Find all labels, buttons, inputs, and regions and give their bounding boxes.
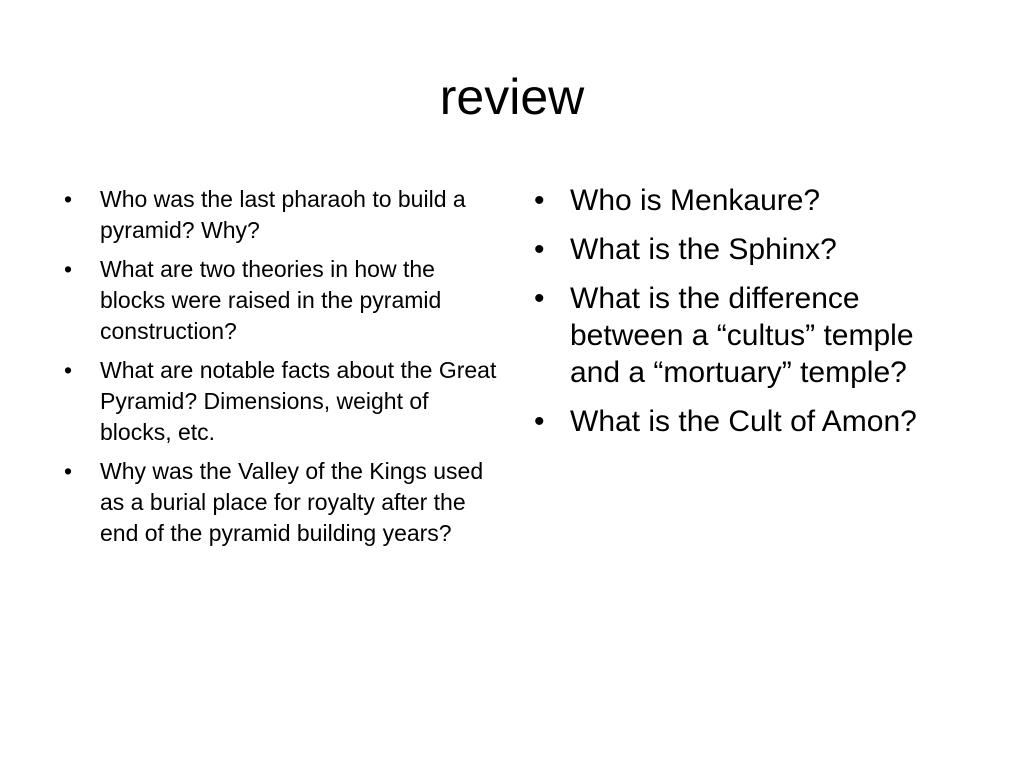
bullet-icon: •	[534, 282, 545, 315]
list-item	[62, 184, 502, 246]
right-question-list	[532, 182, 952, 452]
bullet-icon: •	[534, 233, 545, 266]
list-item	[532, 280, 952, 391]
list-item-text: What is the Sphinx?	[570, 233, 837, 266]
bullet-icon: •	[534, 184, 545, 217]
bullet-icon: •	[64, 357, 73, 383]
bullet-icon: •	[534, 405, 545, 438]
list-item	[62, 456, 502, 549]
list-item-text: Why was the Valley of the Kings used as a burial place for royalty after the end of the pyramid building years?	[100, 458, 484, 546]
list-item-text: What is the difference between a “cultus” temple and a “mortuary” temple?	[570, 282, 914, 389]
list-item-text: Who was the last pharaoh to build a pyramid? Why?	[100, 186, 466, 243]
bullet-icon: •	[64, 186, 73, 212]
left-question-list	[62, 184, 502, 557]
list-item-text: What is the Cult of Amon?	[570, 405, 917, 438]
list-item-text: What are two theories in how the blocks were raised in the pyramid construction?	[100, 256, 442, 344]
slide-title: review	[439, 69, 585, 125]
bullet-icon: •	[64, 256, 73, 282]
list-item-text: Who is Menkaure?	[570, 184, 821, 217]
list-item	[532, 231, 952, 268]
bullet-icon: •	[64, 458, 73, 484]
list-item	[532, 182, 952, 219]
list-item	[62, 355, 502, 448]
list-item	[62, 254, 502, 347]
list-item	[532, 403, 952, 440]
list-item-text: What are notable facts about the Great Pyramid? Dimensions, weight of blocks, etc.	[100, 357, 497, 445]
